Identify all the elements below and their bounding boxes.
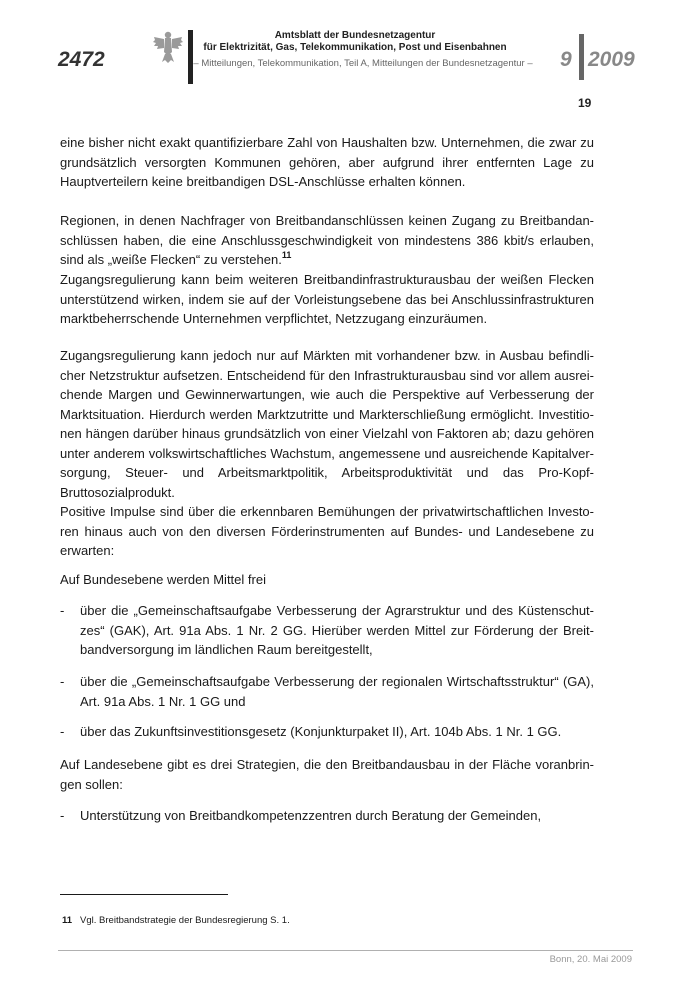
gazette-title <box>200 30 510 54</box>
federal-eagle-icon <box>152 30 184 64</box>
paragraph-positive-impulses: Positive Impulse sind über die erkennbaren Bemühungen der privatwirtschaftlichen Investo-ren hinaus auch von den diversen Förderinstrumenten auf Bundes- und Landesebene zu erwarten: <box>60 504 594 558</box>
issue-year: 2009 <box>588 48 635 71</box>
list-item-text: Unterstützung von Breitbandkompetenzzentren durch Beratung der Gemeinden, <box>80 808 542 823</box>
list-item-zukunftsinvestitionsgesetz <box>60 722 594 742</box>
list-item-text: über die „Gemeinschaftsaufgabe Verbesserung der regionalen Wirtschaftsstruktur“ (GA), Art. 91a Abs. 1 Nr. 1 GG und <box>80 674 594 709</box>
list-item-ga <box>60 672 594 711</box>
paragraph-federal-intro: Auf Bundesebene werden Mittel frei <box>60 572 266 587</box>
footnote <box>62 915 290 926</box>
footnote-number: 11 <box>62 915 73 926</box>
gazette-subtitle: – Mitteilungen, Telekommunikation, Teil A, Mitteilungen der Bundesnetzagentur – <box>193 58 533 69</box>
paragraph-households: eine bisher nicht exakt quantifizierbare Zahl von Haushalten bzw. Unternehmen, die zwar zu grundsätzlich versorgten Kommunen gehören, aber aufgrund ihrer entfernten Lage zu Hauptverteilern keine breitbandigen DSL-Anschlüsse erhalten können. <box>60 135 594 189</box>
footnote-divider <box>60 894 228 895</box>
paragraph-state-intro: Auf Landesebene gibt es drei Strategien, die den Breitbandausbau in der Fläche voranbrin-gen sollen: <box>60 757 594 792</box>
footnote-text: Vgl. Breitbandstrategie der Bundesregierung S. 1. <box>80 915 290 926</box>
issue-divider <box>579 34 584 80</box>
section-number: 19 <box>578 96 592 110</box>
list-item-text: über die „Gemeinschaftsaufgabe Verbesserung der Agrarstruktur und des Küstenschut-zes“ (GAK), Art. 91a Abs. 1 Nr. 2 GG. Hierüber werden Mittel zur Förderung der Breit-bandversorgung im ländlichen Raum bereitgestellt, <box>80 603 594 657</box>
paragraph-white-spots <box>60 211 594 270</box>
paragraph-market-structure: Zugangsregulierung kann jedoch nur auf Märkten mit vorhandener bzw. in Ausbau befindli-cher Netzstruktur aufsetzen. Entscheidend für den Infrastrukturausbau sind vor allem ausrei-chende Margen und Gewinnerwartungen, wie auch die Perspektive auf Verbesserung der Marktsituation. Hierdurch werden Marktzutritte und Markterschließung ermöglicht. Investitio-nen hängen darüber hinaus grundsätzlich von einer Vielzahl von Faktoren ab; dazu gehören unter anderem volkswirtschaftliches Wachstum, angemessene und ausreichende Kapitalver-sorgung, Steuer- und Arbeitsmarktpolitik, Arbeitsproduktivität und das Pro-Kopf-Bruttosozialprodukt. <box>60 348 594 500</box>
issue-number: 9 <box>560 48 572 71</box>
page-number: 2472 <box>58 48 105 71</box>
header-divider <box>188 30 193 84</box>
list-dash: - <box>60 808 65 823</box>
footer-divider <box>58 950 633 951</box>
footer-place-date: Bonn, 20. Mai 2009 <box>549 954 632 965</box>
gazette-title-line-1: Amtsblatt der Bundesnetzagentur <box>274 30 436 41</box>
list-item-text: über das Zukunftsinvestitionsgesetz (Konjunkturpaket II), Art. 104b Abs. 1 Nr. 1 GG. <box>80 724 562 739</box>
paragraph-white-spots-text: Regionen, in denen Nachfrager von Breitbandanschlüssen keinen Zugang zu Breitbandan-schlüssen haben, die eine Anschlussgeschwindigkeit von mindestens 386 kbit/s erlauben, sind als „weiße Flecken“ zu verstehen. <box>60 213 594 267</box>
list-item-gak <box>60 601 594 660</box>
list-dash: - <box>60 603 65 618</box>
gazette-title-line-2: für Elektrizität, Gas, Telekommunikation, Post und Eisenbahnen <box>203 42 507 53</box>
list-dash: - <box>60 724 65 739</box>
footnote-reference: 11 <box>281 250 292 260</box>
list-item-broadband-centers <box>60 806 594 826</box>
paragraph-access-regulation: Zugangsregulierung kann beim weiteren Breitbandinfrastrukturausbau der weißen Flecken unterstützend wirken, indem sie auf der Vorleistungsebene das bei Anschlussinfrastrukturen marktbeherrschende Unternehmen verpflichtet, Netzzugang einzuräumen. <box>60 272 594 326</box>
list-dash: - <box>60 674 65 689</box>
